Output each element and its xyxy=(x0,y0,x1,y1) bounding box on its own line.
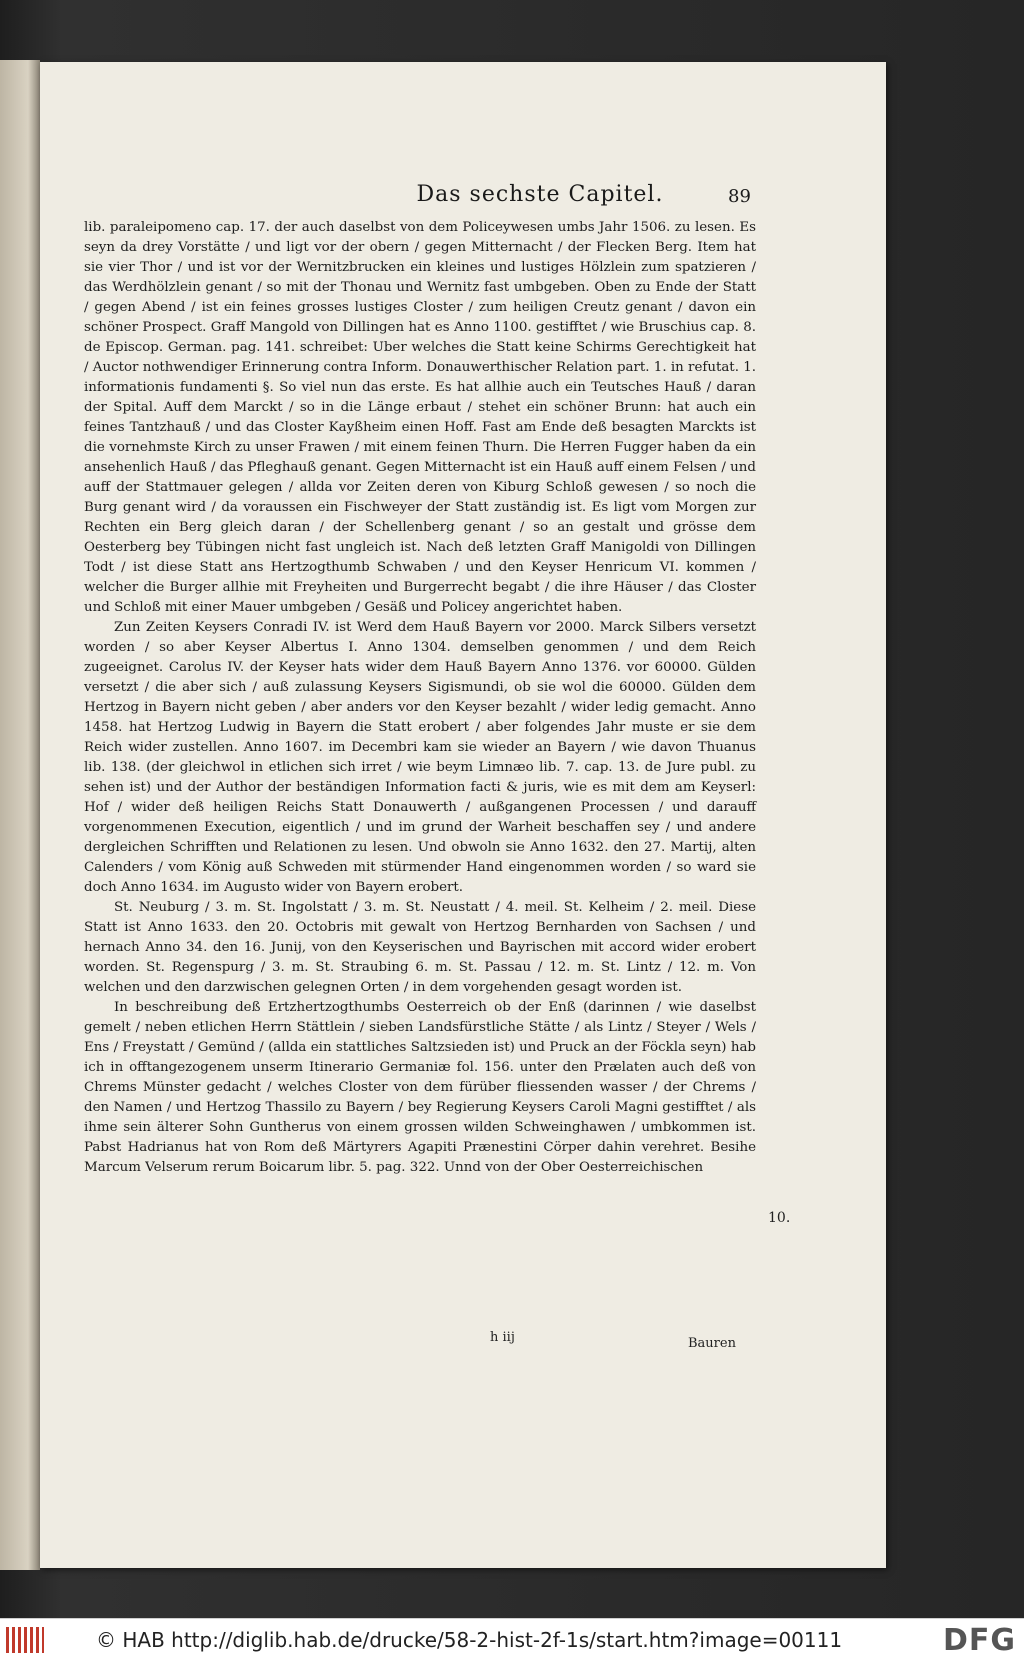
footer-source-link[interactable]: © HAB http://diglib.hab.de/drucke/58-2-hist-2f-1s/start.htm?image=00111 xyxy=(96,1628,843,1652)
margin-note: 10. xyxy=(768,1210,791,1226)
book-page xyxy=(40,62,886,1568)
paragraph-1: lib. paraleipomeno cap. 17. der auch daselbst von dem Policeywesen umbs Jahr 1506. zu lesen. Es seyn da drey Vorstätte / und ligt vor der obern / gegen Mitternacht / der Flecken Berg. Item hat sie vier Thor / und ist vor der Wernitzbrucken ein kleines und lustiges Hölzlein zum spatzieren / das Werdhölzlein genant / so mit der Thonau und Wernitz fast umbgeben. Oben zu Ende der Statt / gegen Abend / ist ein feines grosses lustiges Closter / zum heiligen Creutz genant / davon ein schöner Prospect. Graff Mangold von Dillingen hat es Anno 1100. gestifftet / wie Bruschius cap. 8. de Episcop. German. pag. 141. schreibet: Uber welches die Statt keine Schirms Gerechtigkeit hat / Auctor nothwendiger Erinnerung contra Inform. Donauwerthischer Relation part. 1. in refutat. 1. informationis fundamenti §. So viel nun das erste. Es hat allhie auch ein Teutsches Hauß / daran der Spital. Auff dem Marckt / so in die Länge erbaut / stehet ein schöner Brunn: hat auch ein feines Tantzhauß / und das Closter Kayßheim einen Hoff. Fast am Ende deß besagten Marckts ist die vornehmste Kirch zu unser Frawen / mit einem feinen Thurn. Die Herren Fugger haben da ein ansehenlich Hauß / das Pfleghauß genant. Gegen Mitternacht ist ein Hauß auff einem Felsen / und auff der Stattmauer gelegen / allda vor Zeiten deren von Kiburg Schloß gewesen / so noch die Burg genant wird / da voraussen ein Fischweyer der Statt zuständig ist. Es ligt vom Morgen zur Rechten ein Berg gleich daran / der Schellenberg genant / so an gestalt und grösse dem Oesterberg bey Tübingen nicht fast ungleich ist. Nach deß letzten Graff Manigoldi von Dillingen Todt / ist diese Statt ans Hertzogthumb Schwaben / und den Keyser Henricum VI. kommen / welcher die Burger allhie mit Freyheiten und Burgerrecht begabt / die ihre Häuser / das Closter und Schloß mit einer Mauer umbgeben / Gesäß und Policey angerichtet haben. xyxy=(84,220,756,615)
running-head: Das sechste Capitel. xyxy=(416,182,664,207)
body-text xyxy=(84,218,756,1178)
paragraph-4: In beschreibung deß Ertzhertzogthumbs Oesterreich ob der Enß (darinnen / wie daselbst gemelt / neben etlichen Herrn Stättlein / sieben Landsfürstliche Stätte / als Lintz / Steyer / Wels / Ens / Freystatt / Gemünd / (allda ein stattliches Saltzsieden ist) und Pruck an der Föckla seyn) hab ich in offtangezogenem unserm Itinerario Germaniæ fol. 156. unter den Prælaten auch deß von Chrems Münster gedacht / welches Closter von dem fürüber fliessenden wasser / der Chrems / den Namen / und Hertzog Thassilo zu Bayern / bey Regierung Keysers Caroli Magni gestifftet / als ihme sein älterer Sohn Guntherus von einem grossen wilden Schweinghawen / umbkommen ist. Pabst Hadrianus hat von Rom deß Märtyrers Agapiti Prænestini Cörper dahin verehret. Besihe Marcum Velserum rerum Boicarum libr. 5. pag. 322. Unnd von der Ober Oesterreichischen xyxy=(84,1000,756,1175)
paragraph-2: Zun Zeiten Keysers Conradi IV. ist Werd dem Hauß Bayern vor 2000. Marck Silbers versetzt worden / so aber Keyser Albertus I. Anno 1304. demselben genommen / und dem Reich zugeeignet. Carolus IV. der Keyser hats wider dem Hauß Bayern Anno 1376. vor 60000. Gülden versetzt / die aber sich / auß zulassung Keysers Sigismundi, ob sie wol die 60000. Gülden dem Hertzog in Bayern nicht geben / aber anders vor den Keyser bezahlt / wider ledig gemacht. Anno 1458. hat Hertzog Ludwig in Bayern die Statt erobert / aber folgendes Jahr muste er sie dem Reich wider zustellen. Anno 1607. im Decembri kam sie wieder an Bayern / wie davon Thuanus lib. 138. (der gleichwol in etlichen sich irret / wie beym Limnæo lib. 7. cap. 13. de Jure publ. zu sehen ist) und der Author der beständigen Information facti & juris, wie es mit dem am Keyserl: Hof / wider deß heiligen Reichs Statt Donauwerth / außgangenen Processen / und darauff vorgenommenen Execution, eigentlich / und im grund der Warheit beschaffen sey / und andere dergleichen Schrifften und Relationen zu lesen. Und obwoln sie Anno 1632. den 27. Martij, alten Calenders / vom König auß Schweden mit stürmender Hand eingenommen worden / so ward sie doch Anno 1634. im Augusto wider von Bayern erobert. xyxy=(84,620,756,895)
page-number: 89 xyxy=(728,186,751,207)
signature-mark: h iij xyxy=(490,1330,515,1345)
catchword: Bauren xyxy=(688,1336,736,1351)
previous-page-edge xyxy=(0,60,40,1570)
paragraph-3: St. Neuburg / 3. m. St. Ingolstatt / 3. m. St. Neustatt / 4. meil. St. Kelheim / 2. meil. Diese Statt ist Anno 1633. den 20. Octobris mit gewalt von Hertzog Bernharden von Sachsen / und hernach Anno 34. den 16. Junij, von den Keyserischen und Bayrischen mit accord wider erobert worden. St. Regenspurg / 3. m. St. Straubing 6. m. St. Passau / 12. m. St. Lintz / 12. m. Von welchen und den darzwischen gelegnen Orten / in dem vorgehenden gesagt worden ist. xyxy=(84,900,756,995)
dfg-logo: DFG xyxy=(942,1623,1016,1658)
footer-bar xyxy=(0,1618,1024,1661)
barcode-icon xyxy=(6,1627,44,1653)
